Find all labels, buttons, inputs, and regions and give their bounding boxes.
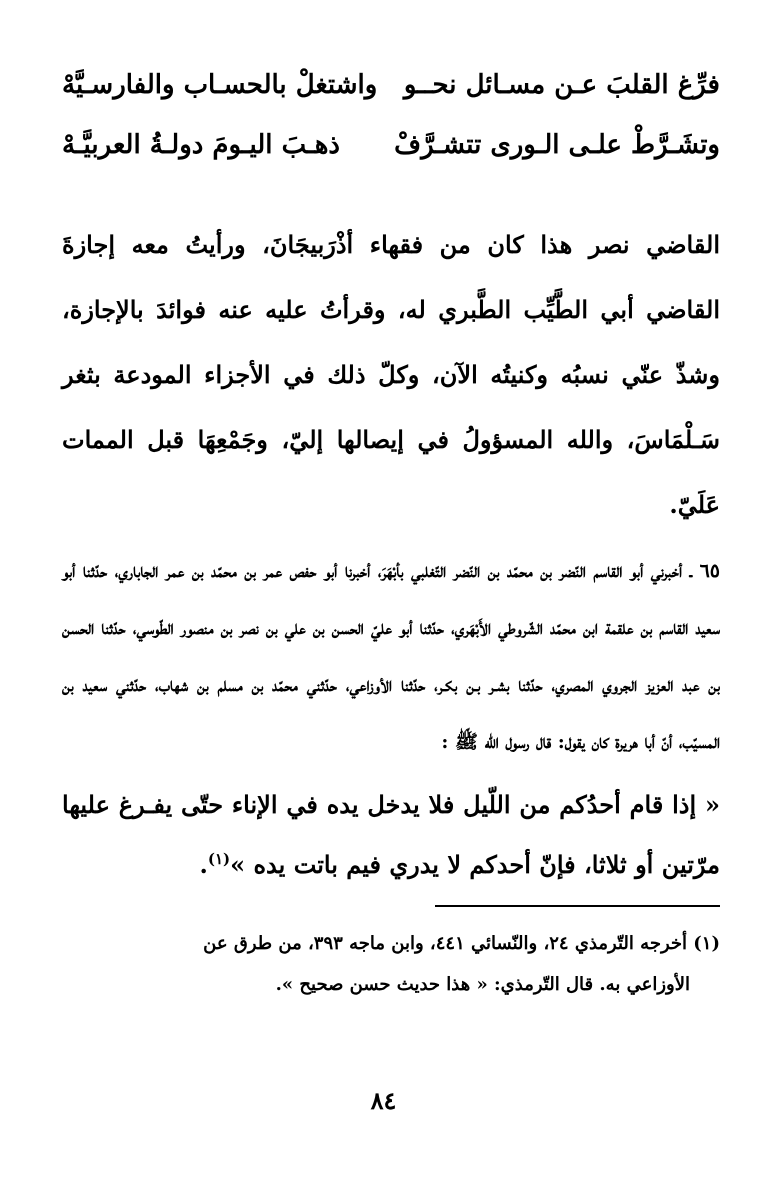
footnote-divider (435, 905, 720, 907)
hadith-chain-of-narration: ٦٥ ـ أخبرني أبو القاسم النّضر بن محمّد بن النّضر التّغلبي بأبْهَرَ، أخبرنا أبو حفص عمر بن محمّد بن عمر الجاباري، حدّثنا أبو سعيد القاسم بن علقمة ابن محمّد الشّروطي الأَبْهَري، حدّثنا أبو عليّ الحسن بن علي بن نصر بن منصور الطّوسي، حدّثنا الحسن بن عبد العزيز الجروي المصري، حدّثنا بشـر بـن بكـر، حدّثنا الأوزاعي، حدّثني محمّد بن مسلم بن شهاب، حدّثني سعيد بن المسيّب، أنّ أبا هريرة كان يقول: قال رسول الله ﷺ : (62, 560, 720, 753)
verse-1-first-hemistich: فرِّغ القلبَ عـن مسـائل نحــو (403, 70, 720, 100)
hadith-end-punctuation: . (199, 850, 208, 879)
footnote-line-2: الأوزاعي به. قال التّرمذي: « هذا حديث حسن صحيح ». (275, 974, 690, 995)
verse-2-first-hemistich: وتشَـرَّطْ علـى الـورى تتشـرَّفْ (394, 130, 720, 160)
hadith-text-block (62, 775, 720, 895)
poem-verse-2 (62, 122, 720, 168)
verse-1-second-hemistich: واشتغلْ بالحسـاب والفارسـيَّهْ (62, 70, 378, 100)
verse-2-second-hemistich: ذهـبَ اليـومَ دولـةُ العربيَّـهْ (62, 130, 341, 160)
footnote (62, 923, 720, 1005)
book-page (62, 62, 720, 1005)
narrator-paragraph: القاضي نصر هذا كان من فقهاء أذْرَبيجَانَ، ورأيتُ معه إجازةَ القاضي أبي الطَّيِّب الطَّبري له، وقرأتُ عليه عنه فوائدَ بالإجازة، وشذّ عنّي نسبُه وكنيتُه الآن، وكلّ ذلك في الأجزاء المودعة بثغر سَـلْمَاسَ، والله المسؤولُ في إيصالها إليّ، وجَمْعِهَا قبل الممات عَلَيّ. (62, 230, 720, 519)
page-number: ٨٤ (370, 1086, 397, 1115)
footnote-reference[interactable]: (١) (207, 850, 231, 868)
footnote-line-1: (١) أخرجه التّرمذي ٢٤، والنّسائي ٤٤١، وابن ماجه ٣٩٣، من طرق عن (203, 933, 720, 954)
hadith-text: « إذا قام أحدُكم من اللّيل فلا يدخل يده في الإناء حتّى يفـرغ عليها مرّتين أو ثلاثا، فإنّ أحدكم لا يدري فيم باتت يده » (62, 790, 720, 879)
poem-verse-1 (62, 62, 720, 108)
